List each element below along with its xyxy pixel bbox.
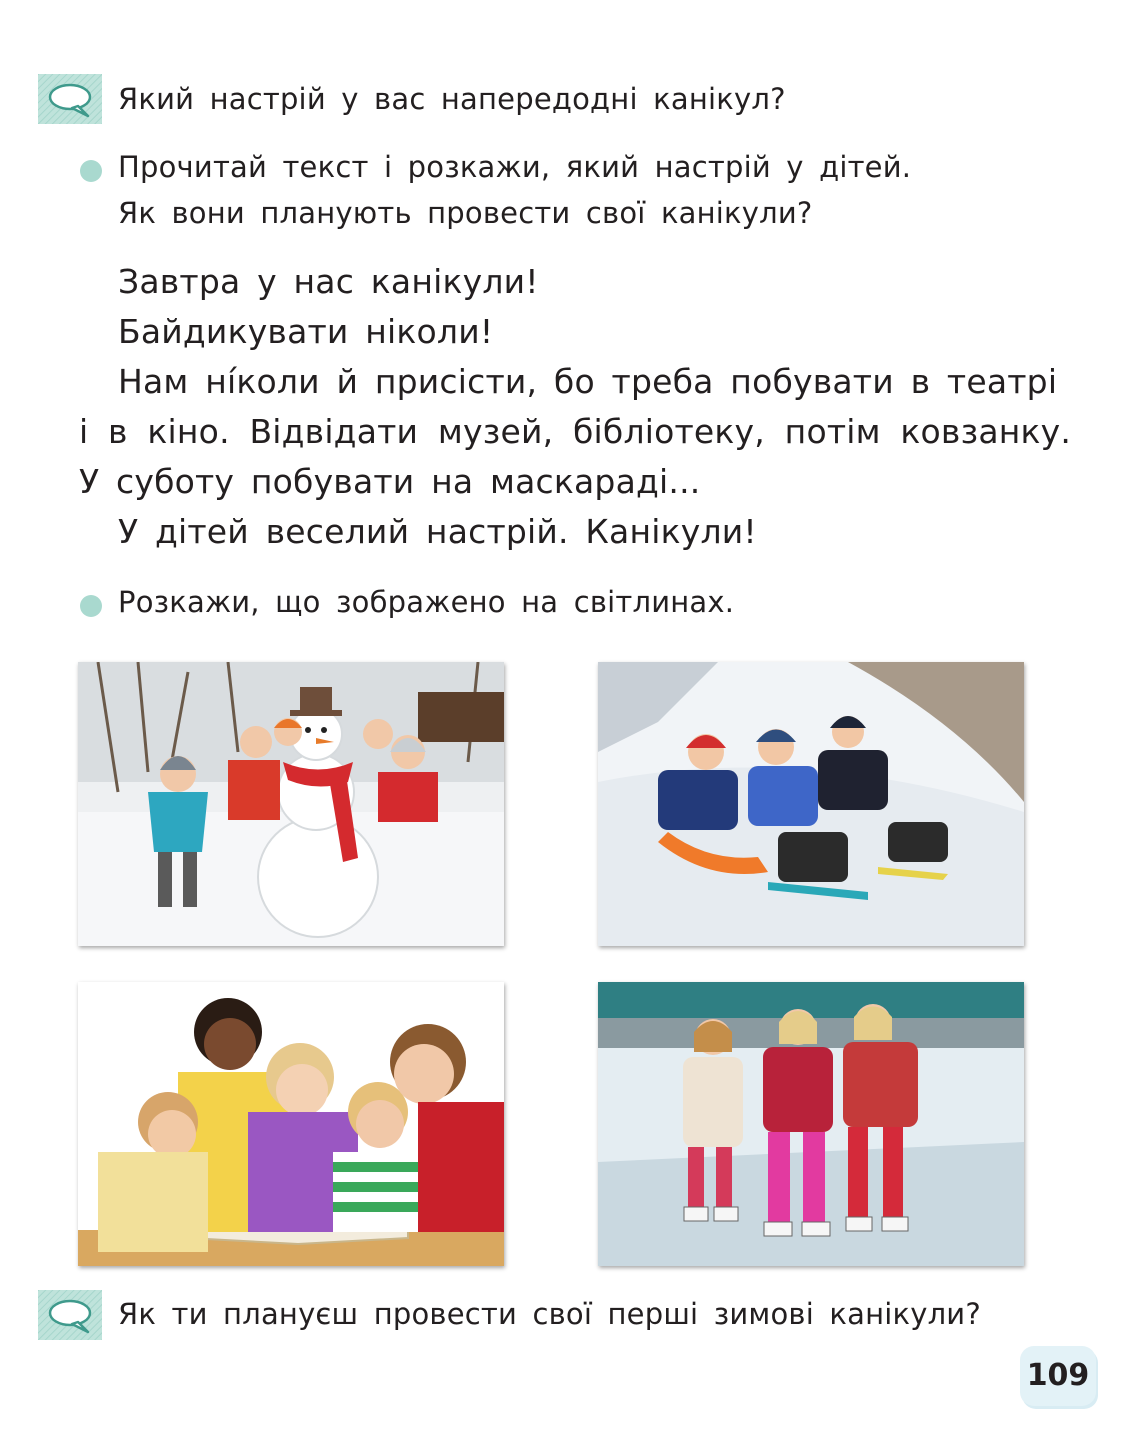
task-read-line1: Прочитай текст і розкажи, який настрій у дітей. (118, 150, 912, 184)
bullet-dot (80, 160, 102, 182)
photo-sledding (598, 662, 1024, 946)
photo-snowman (78, 662, 504, 946)
speech-bubble-icon (38, 74, 102, 124)
question-top: Який настрій у вас напередодні канікул? (118, 82, 786, 116)
text-line-6: У дітей веселий настрій. Канікули! (118, 512, 757, 551)
text-line-1: Завтра у нас канікули! (118, 262, 539, 301)
photo-reading (78, 982, 504, 1266)
speech-bubble-icon (38, 1290, 102, 1340)
photo-skating (598, 982, 1024, 1266)
task-photos: Розкажи, що зображено на світлинах. (118, 585, 735, 619)
text-line-5: У суботу побувати на маскараді... (79, 462, 701, 501)
question-bottom: Як ти плануєш провести свої перші зимові канікули? (118, 1297, 981, 1331)
page-number: 109 (1026, 1358, 1090, 1393)
text-line-2: Байдикувати ніколи! (118, 312, 494, 351)
text-line-3: Нам ні́коли й присісти, бо треба побувати в театрі (118, 362, 1058, 401)
bullet-dot (80, 595, 102, 617)
text-line-4: і в кіно. Відвідати музей, бібліотеку, потім ковзанку. (79, 412, 1072, 451)
page-number-badge (1020, 1346, 1096, 1406)
task-read-line2: Як вони планують провести свої канікули? (118, 196, 813, 230)
